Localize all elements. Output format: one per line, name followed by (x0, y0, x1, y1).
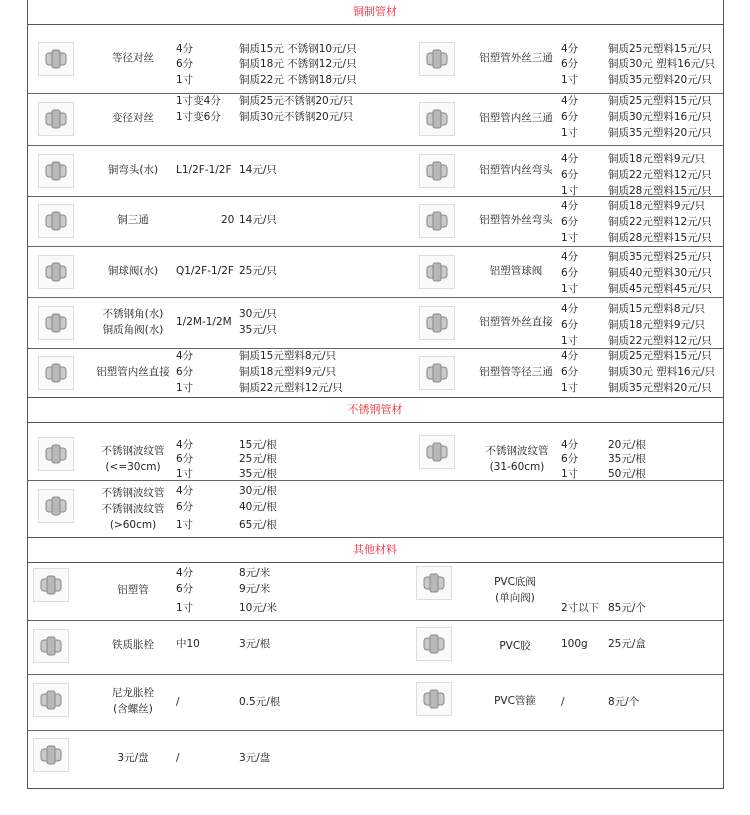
spec-value: 1寸 (561, 335, 579, 347)
spec-value: 4分 (176, 43, 194, 55)
product-name: 铜三通 (117, 214, 149, 226)
price-value: 铜质40元塑料30元/只 (608, 267, 712, 279)
equal-tee-icon (419, 356, 455, 390)
price-value: 35元/根 (239, 468, 277, 480)
spec-value: 6分 (561, 216, 579, 228)
spec-value: 6分 (561, 267, 579, 279)
product-name: 不锈钢波纹管 (485, 445, 549, 457)
copper-tee-icon (38, 204, 74, 238)
spec-value: 6分 (176, 501, 194, 513)
nylon-anchor-icon (33, 683, 69, 717)
male-elbow-icon (419, 204, 455, 238)
spec-value: / (176, 696, 180, 708)
price-value: 铜质30元 塑料16元/只 (608, 58, 716, 70)
reducing-nipple-icon (38, 102, 74, 136)
spec-value: 1寸 (176, 602, 194, 614)
spec-value: Q1/2F-1/2F (176, 264, 234, 277)
price-value: 50元/根 (608, 468, 646, 480)
spec-value: 4分 (561, 439, 579, 451)
spec-value: / (176, 752, 180, 764)
row-divider (27, 674, 723, 675)
price-value: 8元/个 (608, 696, 640, 708)
price-value: 铜质15元塑料8元/只 (239, 350, 337, 362)
price-value: 8元/米 (239, 567, 271, 579)
product-name: PVC胶 (499, 640, 531, 652)
spec-value: 4分 (561, 95, 579, 107)
spec-value: 1寸 (561, 232, 579, 244)
product-name: 铝塑管外丝三通 (479, 52, 553, 64)
spec-value: 1寸 (176, 382, 194, 394)
price-value: 3元/根 (239, 638, 271, 650)
price-value: 25元/盒 (608, 638, 646, 650)
spec-value: 6分 (561, 58, 579, 70)
price-value: 铜质30元塑料16元/只 (608, 111, 712, 123)
product-name: PVC底阀 (494, 576, 536, 588)
spec-value: 6分 (176, 583, 194, 595)
row-divider (27, 246, 723, 247)
section-title-steel: 不锈钢管材 (27, 397, 723, 423)
section-title-copper: 铜制管材 (27, 0, 723, 25)
spec-value: 1/2M-1/2M (176, 315, 232, 328)
spec-value: 4分 (561, 251, 579, 263)
price-value: 铜质25元塑料15元/只 (608, 350, 712, 362)
price-value: 铜质18元塑料9元/只 (608, 153, 706, 165)
spec-value: 1寸 (561, 127, 579, 139)
spec-value: 1寸 (176, 519, 194, 531)
product-name: 不锈钢波纹管 (101, 503, 165, 515)
glue-can-icon (416, 627, 452, 661)
price-value: 铜质35元塑料25元/只 (608, 251, 712, 263)
spec-value: 2寸以下 (561, 602, 600, 614)
spec-value: 6分 (176, 366, 194, 378)
price-value: 铜质22元塑料12元/只 (608, 216, 712, 228)
price-value: 铜质25元不锈钢20元/只 (239, 95, 354, 107)
price-value: 铜质30元不锈钢20元/只 (239, 111, 354, 123)
product-name: 铝塑管等径三通 (479, 365, 553, 378)
price-value: 铜质35元塑料20元/只 (608, 74, 712, 86)
price-value: 3元/盘 (239, 752, 271, 764)
product-name: 铁质胀栓 (112, 639, 154, 651)
product-name: 铝塑管内丝直接 (96, 365, 170, 378)
price-value: 铜质22元塑料12元/只 (239, 382, 343, 394)
price-value: 铜质25元塑料15元/只 (608, 43, 712, 55)
product-name: 铝塑管球阀 (489, 264, 543, 277)
product-name: (>60cm) (109, 519, 157, 531)
spec-value: 1寸 (176, 468, 194, 480)
female-tee-icon (419, 102, 455, 136)
angle-valve-icon (38, 306, 74, 340)
product-name: 铜球阀(水) (107, 264, 159, 277)
price-value: 30元/根 (239, 485, 277, 497)
tape-roll-icon (33, 738, 69, 772)
spec-value: 4分 (176, 350, 194, 362)
male-tee-icon (419, 42, 455, 76)
price-value: 铜质15元塑料8元/只 (608, 303, 706, 315)
bellows-pipe-icon (38, 489, 74, 523)
spec-value: L1/2F-1/2F (176, 163, 232, 176)
price-value: 9元/米 (239, 583, 271, 595)
price-value: 14元/只 (239, 163, 277, 176)
spec-value: 6分 (561, 366, 579, 378)
spec-value: 4分 (561, 350, 579, 362)
product-name: 3元/盘 (117, 752, 149, 764)
row-divider (27, 297, 723, 298)
row-divider (27, 730, 723, 731)
row-divider (27, 620, 723, 621)
pipe-roll-icon (33, 568, 69, 602)
price-value: 35元/只 (239, 323, 277, 336)
price-value: 铜质22元塑料12元/只 (608, 169, 712, 181)
spec-value: 1寸 (176, 74, 194, 86)
spec-value: 6分 (561, 111, 579, 123)
spec-value: 6分 (561, 453, 579, 465)
price-value: 铜质18元 不锈钢12元/只 (239, 58, 357, 70)
copper-elbow-icon (38, 154, 74, 188)
spec-value: 6分 (176, 453, 194, 465)
price-value: 铜质22元塑料12元/只 (608, 335, 712, 347)
price-value: 65元/根 (239, 519, 277, 531)
female-connector-icon (38, 356, 74, 390)
product-name: 不锈钢波纹管 (101, 487, 165, 499)
spec-value: 4分 (176, 567, 194, 579)
price-value: 25元/只 (239, 264, 277, 277)
product-name: 等径对丝 (112, 52, 154, 64)
price-value: 15元/根 (239, 439, 277, 451)
price-value: 铜质35元塑料20元/只 (608, 127, 712, 139)
spec-value: 中10 (176, 638, 200, 650)
product-name: 铜弯头(水) (107, 163, 159, 176)
female-elbow-icon (419, 154, 455, 188)
product-name: 铝塑管外丝弯头 (479, 214, 553, 226)
price-value: 铜质18元塑料9元/只 (608, 319, 706, 331)
spec-value: 1寸变6分 (176, 111, 221, 123)
hex-nipple-icon (38, 42, 74, 76)
row-divider (27, 196, 723, 197)
spec-value: 4分 (176, 485, 194, 497)
product-name: 铝塑管外丝直接 (479, 315, 553, 328)
spec-value: 4分 (561, 153, 579, 165)
price-value: 85元/个 (608, 602, 646, 614)
product-name: 不锈钢波纹管 (101, 445, 165, 457)
row-divider (27, 145, 723, 146)
product-name: 尼龙胀栓 (112, 687, 154, 699)
product-name: 铝塑管内丝弯头 (479, 163, 553, 176)
ball-valve-icon (38, 255, 74, 289)
spec-value: / (561, 696, 565, 708)
price-value: 铜质25元塑料15元/只 (608, 95, 712, 107)
price-value: 铜质28元塑料15元/只 (608, 232, 712, 244)
price-value: 铜质28元塑料15元/只 (608, 185, 712, 197)
product-name: PVC管箍 (494, 695, 536, 707)
section-title-other: 其他材料 (27, 537, 723, 563)
product-name: 变径对丝 (112, 112, 154, 124)
product-name: 铝塑管 (117, 584, 149, 596)
bellows-pipe-icon (38, 437, 74, 471)
spec-value: 1寸 (561, 468, 579, 480)
spec-value: 1寸变4分 (176, 95, 221, 107)
spec-value: 1寸 (561, 185, 579, 197)
product-name: 铝塑管内丝三通 (479, 112, 553, 124)
price-value: 铜质18元塑料9元/只 (239, 366, 337, 378)
product-name: (单向阀) (495, 592, 535, 604)
price-value: 铜质15元 不锈钢10元/只 (239, 43, 357, 55)
price-value: 10元/米 (239, 602, 277, 614)
male-connector-icon (419, 306, 455, 340)
pvc-coupling-icon (416, 682, 452, 716)
price-value: 25元/根 (239, 453, 277, 465)
spec-value: 100g (561, 638, 588, 650)
spec-value: 20 (221, 214, 235, 226)
price-value: 铜质45元塑料45元/只 (608, 283, 712, 295)
product-name: 铜质角阀(水) (102, 323, 164, 336)
product-name: (含螺丝) (113, 703, 153, 715)
price-value: 铜质18元塑料9元/只 (608, 200, 706, 212)
price-value: 20元/根 (608, 439, 646, 451)
price-value: 铜质30元 塑料16元/只 (608, 366, 716, 378)
price-value: 14元/只 (239, 214, 277, 226)
foot-valve-icon (416, 566, 452, 600)
bellows-pipe-icon (419, 435, 455, 469)
product-name: (31-60cm) (489, 461, 545, 473)
price-value: 30元/只 (239, 307, 277, 320)
product-name: 不锈钢角(水) (102, 307, 164, 320)
product-name: (<=30cm) (105, 461, 161, 473)
spec-value: 1寸 (561, 283, 579, 295)
spec-value: 6分 (561, 169, 579, 181)
price-value: 35元/根 (608, 453, 646, 465)
spec-value: 1寸 (561, 74, 579, 86)
spec-value: 6分 (561, 319, 579, 331)
price-value: 铜质22元 不锈钢18元/只 (239, 74, 357, 86)
spec-value: 4分 (561, 200, 579, 212)
iron-anchor-icon (33, 629, 69, 663)
spec-value: 6分 (176, 58, 194, 70)
price-value: 40元/根 (239, 501, 277, 513)
spec-value: 4分 (561, 303, 579, 315)
spec-value: 4分 (176, 439, 194, 451)
pipe-ball-valve-icon (419, 255, 455, 289)
spec-value: 4分 (561, 43, 579, 55)
price-value: 铜质35元塑料20元/只 (608, 382, 712, 394)
price-value: 0.5元/根 (239, 696, 281, 708)
spec-value: 1寸 (561, 382, 579, 394)
